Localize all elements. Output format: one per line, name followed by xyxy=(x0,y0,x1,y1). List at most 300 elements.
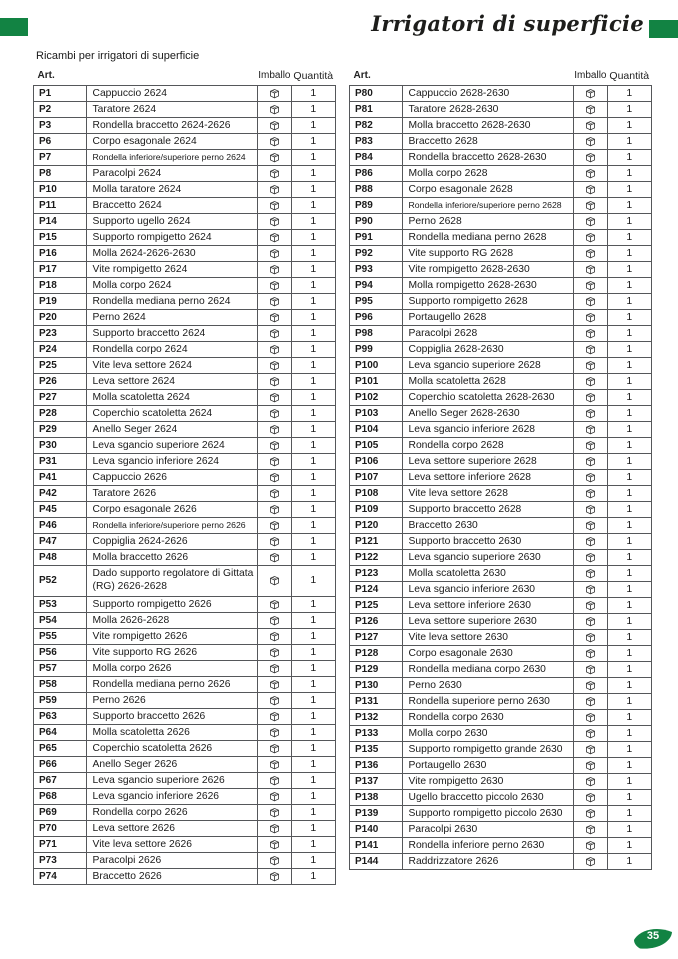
package-box-icon xyxy=(584,119,597,132)
imballo-cell xyxy=(258,836,291,852)
package-box-icon xyxy=(584,167,597,180)
quantity-value: 1 xyxy=(291,676,335,692)
package-box-icon xyxy=(268,183,281,196)
imballo-cell xyxy=(258,820,291,836)
part-number: P93 xyxy=(350,262,403,278)
package-box-icon xyxy=(268,263,281,276)
package-box-icon xyxy=(268,391,281,404)
imballo-cell xyxy=(574,630,607,646)
table-row xyxy=(350,246,652,262)
part-description: Braccetto 2628 xyxy=(402,134,574,150)
package-box-icon xyxy=(268,199,281,212)
imballo-cell xyxy=(258,390,291,406)
package-box-icon xyxy=(584,359,597,372)
imballo-cell xyxy=(574,182,607,198)
table-row xyxy=(34,660,336,676)
parts-table-right xyxy=(349,69,654,870)
imballo-cell xyxy=(258,86,291,102)
package-box-icon xyxy=(584,743,597,756)
part-number: P100 xyxy=(350,358,403,374)
table-row xyxy=(350,598,652,614)
part-description: Leva sgancio superiore 2624 xyxy=(86,438,258,454)
imballo-cell xyxy=(574,694,607,710)
package-box-icon xyxy=(268,231,281,244)
table-row xyxy=(350,150,652,166)
header-green-block-left xyxy=(0,18,28,36)
part-number: P131 xyxy=(350,694,403,710)
quantity-value: 1 xyxy=(291,852,335,868)
table-row xyxy=(34,502,336,518)
part-description: Portaugello 2628 xyxy=(402,310,574,326)
part-description: Coppiglia 2628-2630 xyxy=(402,342,574,358)
part-number: P83 xyxy=(350,134,403,150)
part-number: P86 xyxy=(350,166,403,182)
quantity-value: 1 xyxy=(291,150,335,166)
package-box-icon xyxy=(268,662,281,675)
table-row xyxy=(350,262,652,278)
table-body xyxy=(34,86,336,885)
part-number: P89 xyxy=(350,198,403,214)
part-description: Anello Seger 2628-2630 xyxy=(402,406,574,422)
quantity-value: 1 xyxy=(291,788,335,804)
part-description: Corpo esagonale 2624 xyxy=(86,134,258,150)
table-row xyxy=(350,838,652,854)
part-description: Taratore 2628-2630 xyxy=(402,102,574,118)
table-row xyxy=(350,646,652,662)
imballo-cell xyxy=(574,406,607,422)
imballo-cell xyxy=(258,660,291,676)
table-row xyxy=(350,470,652,486)
quantity-value: 1 xyxy=(607,166,651,182)
quantity-value: 1 xyxy=(291,550,335,566)
quantity-value: 1 xyxy=(291,502,335,518)
imballo-cell xyxy=(574,598,607,614)
part-number: P121 xyxy=(350,534,403,550)
table-row xyxy=(34,214,336,230)
part-description: Perno 2630 xyxy=(402,678,574,694)
part-description: Braccetto 2624 xyxy=(86,198,258,214)
imballo-cell xyxy=(574,710,607,726)
table-row xyxy=(350,502,652,518)
part-number: P56 xyxy=(34,644,87,660)
imballo-cell xyxy=(574,198,607,214)
imballo-cell xyxy=(258,804,291,820)
package-box-icon xyxy=(584,535,597,548)
package-box-icon xyxy=(584,151,597,164)
imballo-cell xyxy=(574,326,607,342)
imballo-cell xyxy=(258,534,291,550)
package-box-icon xyxy=(584,583,597,596)
package-box-icon xyxy=(268,327,281,340)
quantity-value: 1 xyxy=(291,182,335,198)
quantity-value: 1 xyxy=(607,422,651,438)
part-description: Vite leva settore 2628 xyxy=(402,486,574,502)
imballo-cell xyxy=(258,628,291,644)
package-box-icon xyxy=(584,311,597,324)
imballo-cell xyxy=(258,326,291,342)
package-box-icon xyxy=(268,535,281,548)
table-row xyxy=(34,644,336,660)
package-box-icon xyxy=(584,215,597,228)
part-description: Braccetto 2630 xyxy=(402,518,574,534)
table-row xyxy=(34,150,336,166)
part-description: Rondella mediana perno 2628 xyxy=(402,230,574,246)
package-box-icon xyxy=(268,598,281,611)
part-number: P23 xyxy=(34,326,87,342)
part-number: P16 xyxy=(34,246,87,262)
quantity-value: 1 xyxy=(607,710,651,726)
table-row xyxy=(34,566,336,597)
imballo-cell xyxy=(574,566,607,582)
table-row xyxy=(350,198,652,214)
table-row xyxy=(350,518,652,534)
part-description: Leva sgancio inferiore 2630 xyxy=(402,582,574,598)
quantity-value: 1 xyxy=(291,214,335,230)
imballo-cell xyxy=(574,726,607,742)
table-row xyxy=(350,326,652,342)
imballo-cell xyxy=(258,374,291,390)
package-box-icon xyxy=(268,119,281,132)
table-row xyxy=(350,422,652,438)
package-box-icon xyxy=(268,359,281,372)
part-description: Leva settore superiore 2630 xyxy=(402,614,574,630)
part-number: P70 xyxy=(34,820,87,836)
quantity-value: 1 xyxy=(291,518,335,534)
package-box-icon xyxy=(584,183,597,196)
package-box-icon xyxy=(268,630,281,643)
package-box-icon xyxy=(268,471,281,484)
quantity-value: 1 xyxy=(291,310,335,326)
imballo-cell xyxy=(574,118,607,134)
part-number: P137 xyxy=(350,774,403,790)
package-box-icon xyxy=(268,822,281,835)
table-row xyxy=(34,692,336,708)
part-description: Rondella mediana perno 2624 xyxy=(86,294,258,310)
table-row xyxy=(350,550,652,566)
part-number: P94 xyxy=(350,278,403,294)
package-box-icon xyxy=(584,375,597,388)
imballo-cell xyxy=(574,102,607,118)
part-description: Vite leva settore 2624 xyxy=(86,358,258,374)
imballo-cell xyxy=(258,118,291,134)
table-row xyxy=(350,742,652,758)
imballo-cell xyxy=(574,678,607,694)
imballo-cell xyxy=(574,582,607,598)
quantity-value: 1 xyxy=(291,660,335,676)
part-description: Paracolpi 2626 xyxy=(86,852,258,868)
part-number: P135 xyxy=(350,742,403,758)
part-description: Supporto rompigetto 2628 xyxy=(402,294,574,310)
imballo-cell xyxy=(574,838,607,854)
part-number: P66 xyxy=(34,756,87,772)
page-header-title: Irrigatori di superficie xyxy=(371,11,644,36)
table-row xyxy=(350,166,652,182)
imballo-cell xyxy=(574,662,607,678)
part-description: Anello Seger 2624 xyxy=(86,422,258,438)
table-row xyxy=(34,342,336,358)
part-number: P68 xyxy=(34,788,87,804)
quantity-value: 1 xyxy=(291,166,335,182)
part-number: P126 xyxy=(350,614,403,630)
part-number: P47 xyxy=(34,534,87,550)
package-box-icon xyxy=(584,455,597,468)
package-box-icon xyxy=(268,375,281,388)
table-row xyxy=(34,676,336,692)
package-box-icon xyxy=(268,614,281,627)
package-box-icon xyxy=(268,742,281,755)
part-number: P125 xyxy=(350,598,403,614)
package-box-icon xyxy=(584,247,597,260)
part-number: P26 xyxy=(34,374,87,390)
imballo-cell xyxy=(574,614,607,630)
package-box-icon xyxy=(584,471,597,484)
imballo-cell xyxy=(574,342,607,358)
imballo-cell xyxy=(574,774,607,790)
quantity-value: 1 xyxy=(607,566,651,582)
part-number: P124 xyxy=(350,582,403,598)
part-number: P136 xyxy=(350,758,403,774)
table-row xyxy=(34,740,336,756)
part-description: Coperchio scatoletta 2626 xyxy=(86,740,258,756)
table-row xyxy=(350,182,652,198)
part-description: Molla corpo 2624 xyxy=(86,278,258,294)
part-number: P28 xyxy=(34,406,87,422)
part-number: P74 xyxy=(34,868,87,884)
imballo-cell xyxy=(574,134,607,150)
package-box-icon xyxy=(268,710,281,723)
table-row xyxy=(34,390,336,406)
table-row xyxy=(34,102,336,118)
package-box-icon xyxy=(584,727,597,740)
part-number: P130 xyxy=(350,678,403,694)
part-number: P55 xyxy=(34,628,87,644)
part-description: Anello Seger 2626 xyxy=(86,756,258,772)
part-number: P64 xyxy=(34,724,87,740)
table-row xyxy=(350,566,652,582)
quantity-value: 1 xyxy=(607,182,651,198)
quantity-value: 1 xyxy=(291,102,335,118)
part-description: Supporto braccetto 2630 xyxy=(402,534,574,550)
quantity-value: 1 xyxy=(291,358,335,374)
page-title: Ricambi per irrigatori di superficie xyxy=(36,50,200,62)
quantity-value: 1 xyxy=(291,86,335,102)
part-description: Molla scatoletta 2630 xyxy=(402,566,574,582)
table-row xyxy=(34,724,336,740)
imballo-cell xyxy=(574,358,607,374)
quantity-value: 1 xyxy=(607,198,651,214)
quantity-value: 1 xyxy=(607,806,651,822)
part-description: Supporto braccetto 2624 xyxy=(86,326,258,342)
package-box-icon xyxy=(268,439,281,452)
part-description: Vite supporto RG 2626 xyxy=(86,644,258,660)
table-row xyxy=(350,358,652,374)
package-box-icon xyxy=(584,679,597,692)
quantity-value: 1 xyxy=(607,518,651,534)
quantity-value: 1 xyxy=(291,390,335,406)
package-box-icon xyxy=(584,839,597,852)
table-row xyxy=(350,294,652,310)
table-row xyxy=(34,628,336,644)
imballo-cell xyxy=(574,486,607,502)
package-box-icon xyxy=(584,391,597,404)
quantity-value: 1 xyxy=(291,454,335,470)
part-number: P109 xyxy=(350,502,403,518)
part-description: Paracolpi 2624 xyxy=(86,166,258,182)
imballo-cell xyxy=(574,470,607,486)
part-number: P88 xyxy=(350,182,403,198)
part-description: Supporto rompigetto 2626 xyxy=(86,596,258,612)
part-description: Perno 2628 xyxy=(402,214,574,230)
quantity-value: 1 xyxy=(607,294,651,310)
table-row xyxy=(34,230,336,246)
part-number: P1 xyxy=(34,86,87,102)
quantity-value: 1 xyxy=(607,86,651,102)
part-number: P140 xyxy=(350,822,403,838)
table-row xyxy=(34,486,336,502)
quantity-value: 1 xyxy=(607,838,651,854)
package-box-icon xyxy=(584,103,597,116)
table-row xyxy=(34,788,336,804)
part-description: Rondella braccetto 2628-2630 xyxy=(402,150,574,166)
imballo-cell xyxy=(258,708,291,724)
part-number: P63 xyxy=(34,708,87,724)
part-number: P48 xyxy=(34,550,87,566)
part-number: P99 xyxy=(350,342,403,358)
part-description: Braccetto 2626 xyxy=(86,868,258,884)
package-box-icon xyxy=(584,855,597,868)
part-description: Vite rompigetto 2624 xyxy=(86,262,258,278)
table-row xyxy=(34,406,336,422)
quantity-value: 1 xyxy=(607,118,651,134)
part-description: Vite leva settore 2626 xyxy=(86,836,258,852)
package-box-icon xyxy=(268,215,281,228)
package-box-icon xyxy=(268,870,281,883)
part-description: Molla corpo 2628 xyxy=(402,166,574,182)
table-row xyxy=(350,342,652,358)
quantity-value: 1 xyxy=(291,868,335,884)
quantity-value: 1 xyxy=(607,246,651,262)
package-box-icon xyxy=(268,343,281,356)
quantity-value: 1 xyxy=(607,342,651,358)
quantity-value: 1 xyxy=(291,470,335,486)
part-description: Cappuccio 2624 xyxy=(86,86,258,102)
quantity-value: 1 xyxy=(291,406,335,422)
imballo-cell xyxy=(258,502,291,518)
part-description: Coperchio scatoletta 2624 xyxy=(86,406,258,422)
quantity-value: 1 xyxy=(291,566,335,597)
column-header-quantita: Quantità xyxy=(609,69,650,82)
quantity-value: 1 xyxy=(607,694,651,710)
part-number: P92 xyxy=(350,246,403,262)
quantity-value: 1 xyxy=(607,726,651,742)
part-description: Molla corpo 2626 xyxy=(86,660,258,676)
imballo-cell xyxy=(258,150,291,166)
package-box-icon xyxy=(584,567,597,580)
quantity-value: 1 xyxy=(607,470,651,486)
part-description: Leva settore 2626 xyxy=(86,820,258,836)
table-row xyxy=(350,854,652,870)
package-box-icon xyxy=(268,838,281,851)
imballo-cell xyxy=(258,262,291,278)
part-number: P3 xyxy=(34,118,87,134)
package-box-icon xyxy=(584,295,597,308)
quantity-value: 1 xyxy=(291,836,335,852)
part-description: Vite rompigetto 2630 xyxy=(402,774,574,790)
imballo-cell xyxy=(258,438,291,454)
quantity-value: 1 xyxy=(291,342,335,358)
quantity-value: 1 xyxy=(291,422,335,438)
quantity-value: 1 xyxy=(607,102,651,118)
package-box-icon xyxy=(584,279,597,292)
imballo-cell xyxy=(258,566,291,597)
part-number: P10 xyxy=(34,182,87,198)
column-header-art: Art. xyxy=(37,70,55,81)
part-number: P59 xyxy=(34,692,87,708)
part-description: Vite rompigetto 2628-2630 xyxy=(402,262,574,278)
part-number: P7 xyxy=(34,150,87,166)
part-description: Supporto braccetto 2626 xyxy=(86,708,258,724)
imballo-cell xyxy=(574,742,607,758)
table-row xyxy=(350,630,652,646)
package-box-icon xyxy=(268,726,281,739)
part-description: Supporto braccetto 2628 xyxy=(402,502,574,518)
package-box-icon xyxy=(584,599,597,612)
quantity-value: 1 xyxy=(291,644,335,660)
quantity-value: 1 xyxy=(607,326,651,342)
package-box-icon xyxy=(268,774,281,787)
parts-table-left xyxy=(33,69,338,885)
imballo-cell xyxy=(574,230,607,246)
part-number: P122 xyxy=(350,550,403,566)
imballo-cell xyxy=(574,214,607,230)
quantity-value: 1 xyxy=(291,820,335,836)
quantity-value: 1 xyxy=(607,550,651,566)
quantity-value: 1 xyxy=(607,310,651,326)
table-row xyxy=(34,804,336,820)
part-number: P29 xyxy=(34,422,87,438)
table-row xyxy=(34,772,336,788)
part-number: P102 xyxy=(350,390,403,406)
part-number: P106 xyxy=(350,454,403,470)
package-box-icon xyxy=(584,487,597,500)
column-header-description xyxy=(86,69,258,86)
part-number: P42 xyxy=(34,486,87,502)
package-box-icon xyxy=(584,631,597,644)
part-description: Rondella corpo 2626 xyxy=(86,804,258,820)
package-box-icon xyxy=(268,311,281,324)
package-box-icon xyxy=(268,295,281,308)
part-description: Coperchio scatoletta 2628-2630 xyxy=(402,390,574,406)
part-number: P53 xyxy=(34,596,87,612)
part-description: Raddrizzatore 2626 xyxy=(402,854,574,870)
imballo-cell xyxy=(574,534,607,550)
table-row xyxy=(350,486,652,502)
part-number: P108 xyxy=(350,486,403,502)
quantity-value: 1 xyxy=(607,534,651,550)
part-number: P120 xyxy=(350,518,403,534)
package-box-icon xyxy=(268,806,281,819)
part-description: Leva settore inferiore 2630 xyxy=(402,598,574,614)
imballo-cell xyxy=(574,262,607,278)
table-row xyxy=(34,310,336,326)
table-row xyxy=(34,198,336,214)
package-box-icon xyxy=(268,678,281,691)
imballo-cell xyxy=(258,612,291,628)
imballo-cell xyxy=(258,134,291,150)
table-row xyxy=(350,790,652,806)
imballo-cell xyxy=(258,868,291,884)
imballo-cell xyxy=(574,246,607,262)
